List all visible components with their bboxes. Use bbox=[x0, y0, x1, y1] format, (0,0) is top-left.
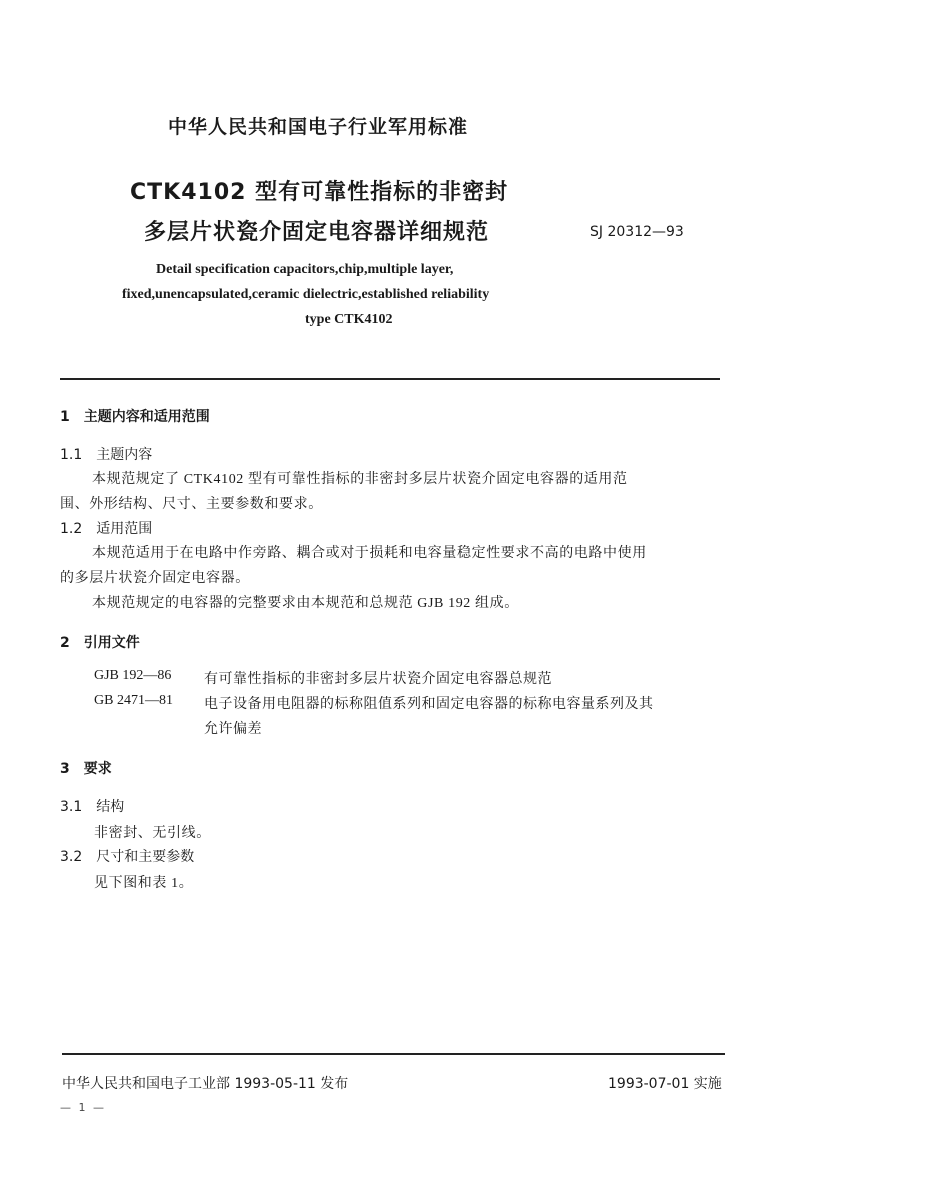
english-title-line-2: fixed,unencapsulated,ceramic dielectric,established reliability bbox=[122, 287, 490, 302]
reference-title: 有可靠性指标的非密封多层片状瓷介固定电容器总规范 bbox=[204, 672, 552, 687]
section-3-2-text: 见下图和表 1。 bbox=[94, 876, 194, 891]
reference-title: 电子设备用电阻器的标称阻值系列和固定电容器的标称电容量系列及其 bbox=[204, 697, 654, 712]
english-title-line-1: Detail specification capacitors,chip,multiple layer, bbox=[156, 262, 454, 277]
reference-code: GB 2471—81 bbox=[94, 693, 173, 708]
document-title-line-1: CTK4102 型有可靠性指标的非密封 bbox=[130, 180, 509, 205]
standard-type-heading: 中华人民共和国电子行业军用标准 bbox=[168, 116, 469, 138]
issuer-line: 中华人民共和国电子工业部 1993-05-11 发布 bbox=[62, 1076, 349, 1092]
section-2-heading: 2 引用文件 bbox=[60, 635, 140, 651]
section-1-1-heading: 1.1 主题内容 bbox=[60, 447, 153, 463]
section-1-1-paragraph-line-2: 围、外形结构、尺寸、主要参数和要求。 bbox=[60, 497, 323, 512]
document-title-line-2: 多层片状瓷介固定电容器详细规范 bbox=[144, 220, 490, 245]
section-3-1-heading: 3.1 结构 bbox=[60, 799, 125, 815]
english-title-line-3: type CTK4102 bbox=[305, 312, 393, 327]
section-3-1-text: 非密封、无引线。 bbox=[94, 826, 211, 841]
reference-title-continuation: 允许偏差 bbox=[204, 722, 262, 737]
effective-date: 1993-07-01 实施 bbox=[608, 1076, 722, 1092]
reference-code: GJB 192—86 bbox=[94, 668, 172, 683]
section-3-2-heading: 3.2 尺寸和主要参数 bbox=[60, 849, 195, 865]
standard-code: SJ 20312—93 bbox=[590, 224, 684, 240]
section-1-2-paragraph-1-line-1: 本规范适用于在电路中作旁路、耦合或对于损耗和电容量稳定性要求不高的电路中使用 bbox=[92, 546, 647, 561]
section-1-1-paragraph-line-1: 本规范规定了 CTK4102 型有可靠性指标的非密封多层片状瓷介固定电容器的适用范 bbox=[92, 472, 628, 487]
header-divider bbox=[60, 378, 720, 380]
page-number: — 1 — bbox=[60, 1101, 106, 1114]
section-1-2-paragraph-2: 本规范规定的电容器的完整要求由本规范和总规范 GJB 192 组成。 bbox=[92, 596, 519, 611]
section-1-2-heading: 1.2 适用范围 bbox=[60, 521, 153, 537]
section-1-heading: 1 主题内容和适用范围 bbox=[60, 409, 210, 425]
footer-divider bbox=[62, 1053, 725, 1055]
section-3-heading: 3 要求 bbox=[60, 761, 112, 777]
section-1-2-paragraph-1-line-2: 的多层片状瓷介固定电容器。 bbox=[60, 571, 250, 586]
